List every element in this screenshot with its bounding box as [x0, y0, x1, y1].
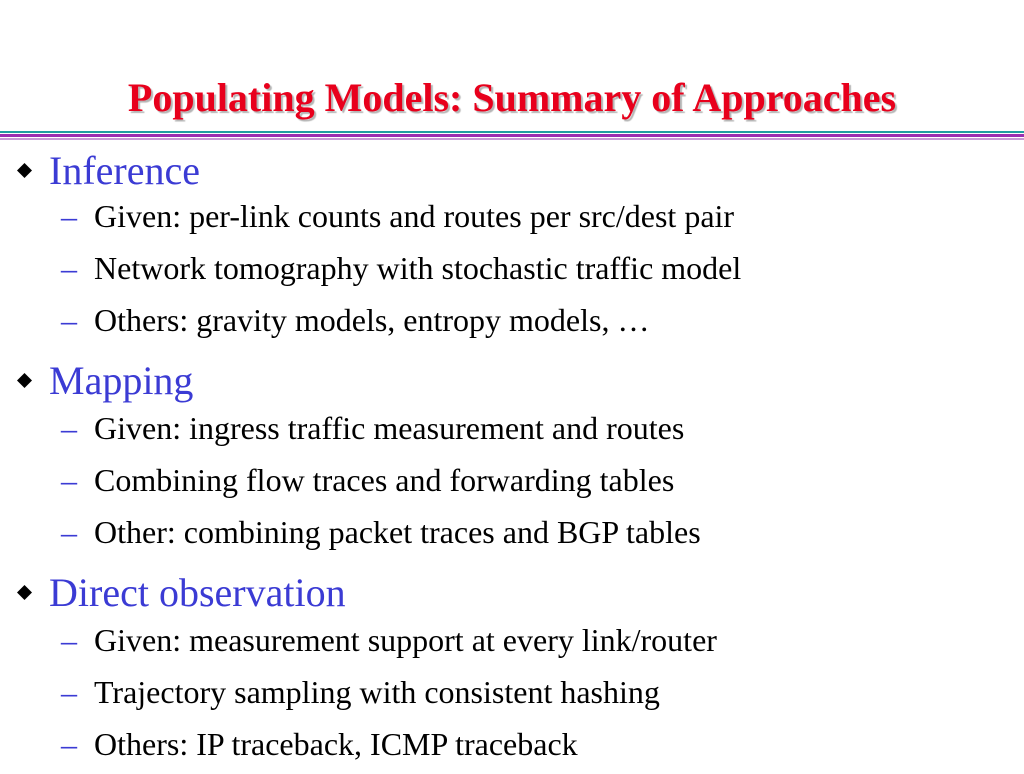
list-item	[0, 406, 1024, 458]
dash-marker: –	[61, 622, 77, 658]
diamond-icon	[17, 585, 32, 600]
dash-marker: –	[61, 250, 77, 286]
dash-marker: –	[61, 462, 77, 498]
bullet-list	[0, 144, 1024, 774]
list-item-text: Other: combining packet traces and BGP tables	[94, 514, 701, 550]
title-rule-bottom	[0, 138, 1024, 140]
list-item-text: Given: measurement support at every link/router	[94, 622, 717, 658]
dash-marker: –	[61, 726, 77, 762]
list-item	[0, 298, 1024, 350]
section-heading: Direct observation	[49, 570, 346, 615]
list-item-text: Given: per-link counts and routes per src/dest pair	[94, 198, 735, 234]
list-item-text: Others: gravity models, entropy models, …	[94, 302, 650, 338]
list-item-text: Trajectory sampling with consistent hashing	[94, 674, 660, 710]
list-item-text: Network tomography with stochastic traffic model	[94, 250, 742, 286]
section-heading: Mapping	[49, 358, 194, 403]
list-item-text: Combining flow traces and forwarding tables	[94, 462, 675, 498]
list-item	[0, 618, 1024, 670]
section-direct-observation	[0, 566, 1024, 774]
list-item	[0, 670, 1024, 722]
title-rule-top	[0, 131, 1024, 133]
section-heading: Inference	[49, 148, 200, 193]
list-item	[0, 246, 1024, 298]
section-mapping	[0, 354, 1024, 562]
section-inference	[0, 144, 1024, 350]
list-item-text: Others: IP traceback, ICMP traceback	[94, 726, 578, 762]
dash-marker: –	[61, 674, 77, 710]
slide-title: Populating Models: Summary of Approaches	[127, 75, 897, 120]
bullet-heading-row	[0, 144, 1024, 194]
dash-marker: –	[61, 410, 77, 446]
title-rule-middle	[0, 134, 1024, 137]
bullet-heading-row	[0, 354, 1024, 406]
diamond-icon	[17, 163, 32, 178]
dash-marker: –	[61, 302, 77, 338]
list-item	[0, 458, 1024, 510]
bullet-heading-row	[0, 566, 1024, 618]
dash-marker: –	[61, 198, 77, 234]
diamond-icon	[17, 373, 32, 388]
list-item	[0, 510, 1024, 562]
list-item-text: Given: ingress traffic measurement and routes	[94, 410, 685, 446]
list-item	[0, 722, 1024, 774]
list-item	[0, 194, 1024, 246]
dash-marker: –	[61, 514, 77, 550]
